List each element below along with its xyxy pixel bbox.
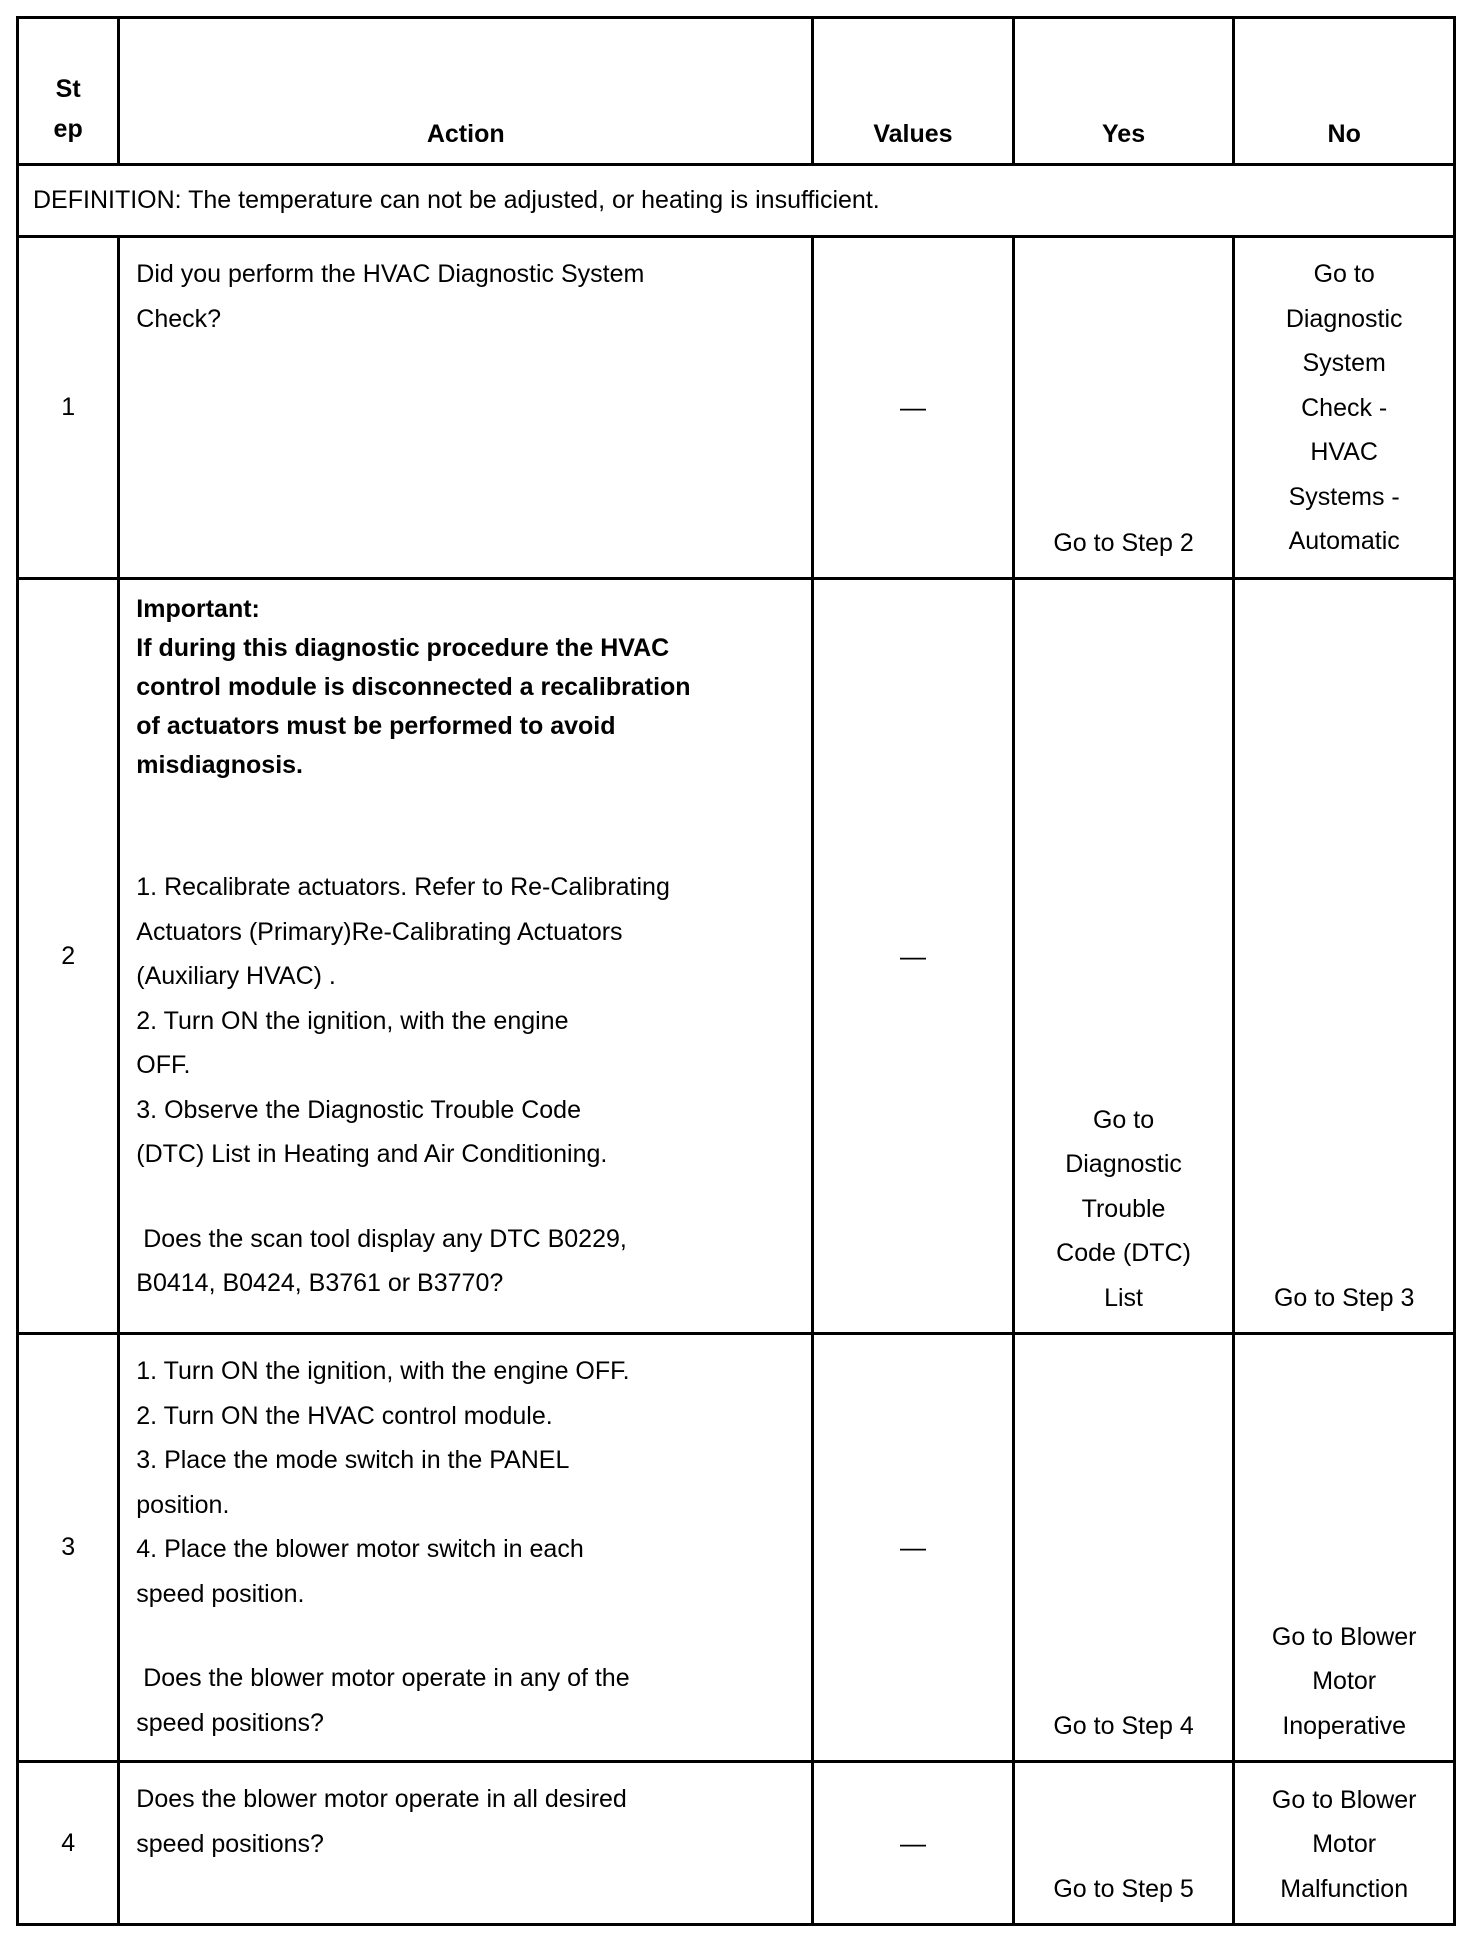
yes-cell	[1013, 237, 1234, 579]
action-cell	[119, 1334, 813, 1762]
no-cell[interactable]: Go to Blower Motor Malfunction	[1234, 1762, 1455, 1925]
yes-cell[interactable]: Go to Diagnostic Trouble Code (DTC) List	[1013, 579, 1234, 1334]
action-line: 2. Turn ON the HVAC control module.	[136, 1401, 553, 1430]
yes-cell	[1013, 1762, 1234, 1925]
action-line: 1. Turn ON the ignition, with the engine OFF.	[136, 1357, 630, 1385]
question-line: B0414, B0424, B3761 or B3770?	[136, 1269, 504, 1297]
action-line: Actuators (Primary)Re-Calibrating Actuators	[136, 917, 623, 946]
no-cell[interactable]: Go to Diagnostic System Check - HVAC Systems - Automatic	[1234, 237, 1455, 579]
action-cell	[119, 1762, 813, 1925]
action-line: 3. Place the mode switch in the PANEL	[136, 1446, 570, 1474]
action-line: 1. Recalibrate actuators. Refer to Re-Calibrating	[136, 873, 670, 901]
table-row	[18, 579, 1455, 1334]
values-cell: —	[813, 579, 1014, 1334]
step-number: 2	[18, 579, 119, 1334]
yes-link[interactable]: Go to Step 5	[1053, 1874, 1194, 1903]
values-cell: —	[813, 237, 1014, 579]
step-number: 4	[18, 1762, 119, 1925]
yes-link[interactable]: Go to Step 2	[1053, 528, 1194, 557]
table-header-row	[18, 18, 1455, 165]
values-cell: —	[813, 1334, 1014, 1762]
yes-link[interactable]: Go to Step 4	[1053, 1711, 1194, 1740]
no-cell[interactable]: Go to Blower Motor Inoperative	[1234, 1334, 1455, 1762]
header-yes: Yes	[1013, 18, 1234, 165]
question-line: Does the scan tool display any DTC B0229,	[136, 1224, 627, 1253]
question-line: speed positions?	[136, 1708, 324, 1737]
yes-cell	[1013, 1334, 1234, 1762]
header-step: St ep	[18, 18, 119, 165]
step-number: 3	[18, 1334, 119, 1762]
action-line: position.	[136, 1490, 230, 1519]
action-line: Did you perform the HVAC Diagnostic System	[136, 260, 645, 288]
header-values: Values	[813, 18, 1014, 165]
action-line: 2. Turn ON the ignition, with the engine	[136, 1006, 569, 1035]
table-row	[18, 237, 1455, 579]
action-line: speed positions?	[136, 1829, 324, 1858]
definition-text: DEFINITION: The temperature can not be adjusted, or heating is insufficient.	[18, 165, 1455, 237]
action-line: (DTC) List in Heating and Air Conditioning.	[136, 1140, 608, 1168]
no-cell	[1234, 579, 1455, 1334]
action-line: 4. Place the blower motor switch in each	[136, 1535, 584, 1563]
diagnostic-table	[16, 16, 1456, 1926]
action-line: Check?	[136, 304, 222, 333]
table-row	[18, 1762, 1455, 1925]
values-cell: —	[813, 1762, 1014, 1925]
action-line: (Auxiliary HVAC) .	[136, 962, 336, 990]
definition-row	[18, 165, 1455, 237]
action-cell	[119, 579, 813, 1334]
no-link[interactable]: Go to Step 3	[1273, 1283, 1415, 1312]
action-line: speed position.	[136, 1579, 305, 1608]
action-cell	[119, 237, 813, 579]
action-line: OFF.	[136, 1051, 191, 1079]
question-line: Does the blower motor operate in any of the	[136, 1664, 630, 1692]
header-action: Action	[119, 18, 813, 165]
action-line: 3. Observe the Diagnostic Trouble Code	[136, 1095, 581, 1124]
action-line: Does the blower motor operate in all desired	[136, 1785, 627, 1813]
header-no: No	[1234, 18, 1455, 165]
table-row	[18, 1334, 1455, 1762]
step-number: 1	[18, 237, 119, 579]
important-note: Important: If during this diagnostic procedure the HVAC control module is disconnected a recalibration of actuators must be performed to avoid misdiagnosis.	[136, 595, 691, 779]
